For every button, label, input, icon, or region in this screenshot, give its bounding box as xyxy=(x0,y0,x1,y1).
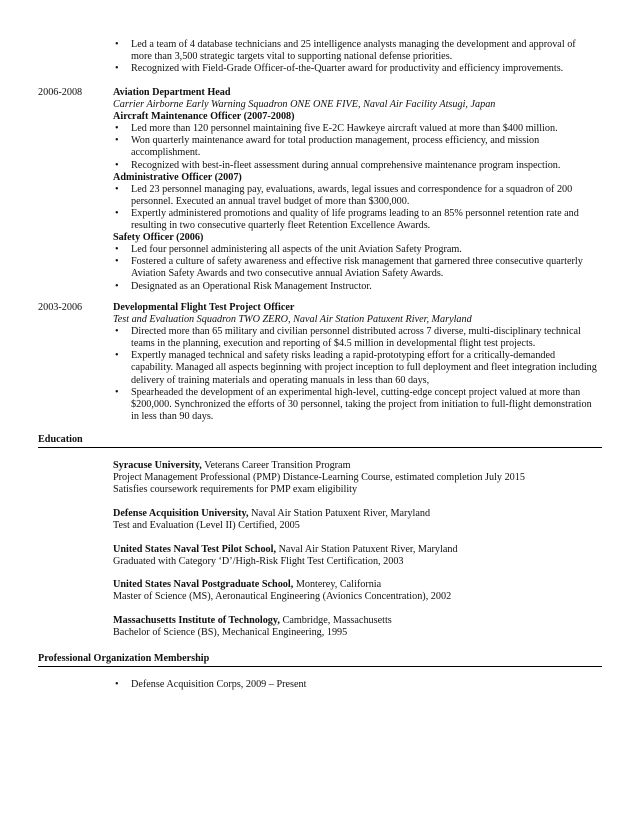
job-organization: Test and Evaluation Squadron TWO ZERO, Naval Air Station Patuxent River, Maryland xyxy=(113,314,472,326)
school-location: Monterey, California xyxy=(293,579,382,590)
role-bullet: • Led four personnel administering all aspects of the unit Aviation Safety Program. xyxy=(113,244,598,256)
role-bullet: • Led more than 120 personnel maintaining five E-2C Hawkeye aircraft valued at more than $400 million. xyxy=(113,123,598,135)
job-body xyxy=(113,87,598,293)
education-entry xyxy=(113,579,598,603)
education-detail: Satisfies coursework requirements for PMP exam eligibility xyxy=(113,484,358,496)
job-body xyxy=(113,302,598,423)
education-entry xyxy=(113,508,598,532)
job-years: 2003-2006 xyxy=(38,302,83,313)
education-detail: Graduated with Category ‘D’/High-Risk Flight Test Certification, 2003 xyxy=(113,556,404,568)
job-bullet: • Directed more than 65 military and civilian personnel distributed across 7 diverse, multi-disciplinary technical teams in the planning, execution and reporting of $4.5 million in developmental flight test projects. xyxy=(113,326,598,350)
role-bullet: • Fostered a culture of safety awareness and effective risk management that garnered three consecutive quarterly Aviation Safety Awards and two consecutive annual Aviation Safety Awards. xyxy=(113,256,598,280)
school-name: Syracuse University, xyxy=(113,460,202,471)
job-title: Aviation Department Head xyxy=(113,87,231,98)
role-bullet: • Recognized with best-in-fleet assessment during annual comprehensive maintenance program inspection. xyxy=(113,160,598,172)
role-bullet: • Expertly administered promotions and quality of life programs leading to an 85% personnel retention rate and resulting in two consecutive quarterly fleet Retention Excellence Awards. xyxy=(113,208,598,232)
membership-heading: Professional Organization Membership xyxy=(38,653,602,667)
job-years: 2006-2008 xyxy=(38,87,83,98)
intro-bullet-list xyxy=(113,39,598,75)
school-location: Naval Air Station Patuxent River, Maryland xyxy=(248,508,431,519)
job-bullet: • Spearheaded the development of an experimental high-level, cutting-edge concept project valued at more than $200,000. Synchronized the efforts of 30 personnel, taking the project from initiation to full-flight demonstration in less than 90 days. xyxy=(113,387,598,423)
job-title: Developmental Flight Test Project Officer xyxy=(113,302,295,313)
school-name: Defense Acquisition University, xyxy=(113,508,249,519)
role-bullet: • Won quarterly maintenance award for total production management, process efficiency, and mission accomplishment. xyxy=(113,135,598,159)
education-detail: Master of Science (MS), Aeronautical Engineering (Avionics Concentration), 2002 xyxy=(113,591,452,603)
school-location: Cambridge, Massachusetts xyxy=(279,615,392,626)
education-entry xyxy=(113,460,598,496)
education-detail: Test and Evaluation (Level II) Certified, 2005 xyxy=(113,520,300,532)
role-bullet: • Designated as an Operational Risk Management Instructor. xyxy=(113,281,598,293)
job-organization: Carrier Airborne Early Warning Squadron ONE ONE FIVE, Naval Air Facility Atsugi, Japan xyxy=(113,99,496,111)
intro-bullet: • Led a team of 4 database technicians and 25 intelligence analysts managing the development and approval of more than 3,500 strategic targets vital to supporting national defense priorities. xyxy=(113,39,598,63)
membership-bullet: • Defense Acquisition Corps, 2009 – Present xyxy=(113,679,598,691)
school-location: Naval Air Station Patuxent River, Maryland xyxy=(276,544,458,555)
school-name: United States Naval Test Pilot School, xyxy=(113,544,277,555)
education-entry xyxy=(113,544,598,568)
membership-bullet-list xyxy=(113,679,598,691)
role-title: Aircraft Maintenance Officer (2007-2008) xyxy=(113,111,295,123)
intro-bullet: • Recognized with Field-Grade Officer-of-the-Quarter award for productivity and efficiency improvements. xyxy=(113,63,598,75)
role-title: Administrative Officer (2007) xyxy=(113,171,242,183)
job-bullet: • Expertly managed technical and safety risks leading a rapid-prototyping effort for a critically-demanded capability. Managed all aspects beginning with project inception to full deployment and fleet integration including delivery of training materials and operating manuals in less than 60 days, xyxy=(113,350,598,386)
school-name: United States Naval Postgraduate School, xyxy=(113,579,294,590)
education-detail: Bachelor of Science (BS), Mechanical Engineering, 1995 xyxy=(113,627,348,639)
education-heading: Education xyxy=(38,434,602,448)
role-bullet: • Led 23 personnel managing pay, evaluations, awards, legal issues and correspondence for a squadron of 200 personnel. Executed an annual travel budget of more than $300,000. xyxy=(113,184,598,208)
school-name: Massachusetts Institute of Technology, xyxy=(113,615,280,626)
education-detail: Project Management Professional (PMP) Distance-Learning Course, estimated completion July 2015 xyxy=(113,472,525,484)
education-entry xyxy=(113,615,598,639)
school-location: Veterans Career Transition Program xyxy=(201,460,351,471)
role-title: Safety Officer (2006) xyxy=(113,232,204,244)
